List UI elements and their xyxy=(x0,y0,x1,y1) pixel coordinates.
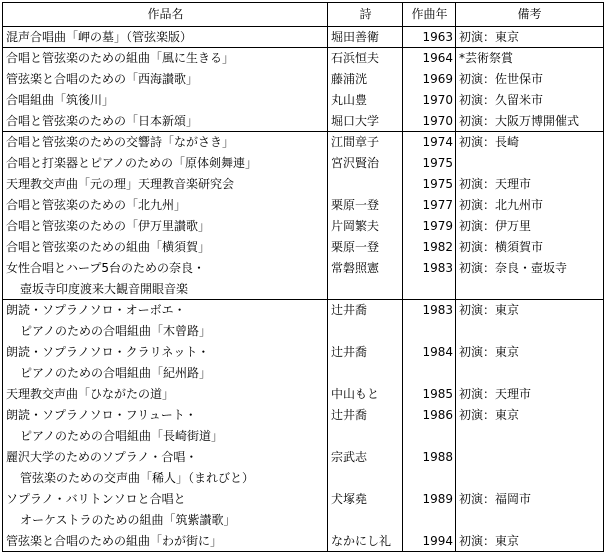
table-row xyxy=(3,531,603,552)
work-title xyxy=(6,447,326,489)
poet: 犬塚堯 xyxy=(331,492,368,506)
composition-year: 1969 xyxy=(422,72,453,86)
work-title xyxy=(6,384,326,405)
table-row xyxy=(3,405,603,447)
composition-year: 1975 xyxy=(422,156,453,170)
work-title-line: 管弦楽と合唱のための組曲「わが街に」 xyxy=(6,534,223,548)
composition-year: 1970 xyxy=(422,114,453,128)
work-title-line: 管弦楽と合唱のための「西海讃歌」 xyxy=(6,72,199,86)
poet: 宮沢賢治 xyxy=(331,156,380,170)
work-title xyxy=(6,48,326,69)
composition-year: 1982 xyxy=(422,240,453,254)
table-row xyxy=(3,300,603,342)
table-row xyxy=(3,342,603,384)
note: 初演：天理市 xyxy=(459,177,532,191)
note: 初演：福岡市 xyxy=(459,492,532,506)
table-row xyxy=(3,447,603,489)
work-title-line: ピアノのための合唱組曲「紀州路」 xyxy=(20,366,212,380)
table-row xyxy=(3,48,603,69)
composition-year: 1974 xyxy=(422,135,453,149)
note: 初演：東京 xyxy=(459,30,520,44)
work-title-line: 混声合唱曲「岬の墓」（管弦楽版） xyxy=(6,30,193,44)
note xyxy=(459,447,602,468)
work-title-line: 壺坂寺印度渡来大観音開眼音楽 xyxy=(20,282,189,296)
header-year: 作曲年 xyxy=(411,7,448,21)
work-title-line: オーケストラのための組曲「筑紫讃歌」 xyxy=(20,513,236,527)
work-title xyxy=(6,132,326,153)
note: 初演：東京 xyxy=(459,303,520,317)
composition-year: 1983 xyxy=(422,261,453,275)
table-row xyxy=(3,384,603,405)
work-title xyxy=(6,216,326,237)
note: 初演：東京 xyxy=(459,408,520,422)
works-table xyxy=(2,2,604,552)
composition-year: 1989 xyxy=(422,492,453,506)
note: 初演：天理市 xyxy=(459,387,532,401)
poet: 堀口大学 xyxy=(331,114,380,128)
work-title xyxy=(6,342,326,384)
poet: 宗武志 xyxy=(331,450,368,464)
composition-year: 1983 xyxy=(422,303,453,317)
table-row xyxy=(3,237,603,258)
work-title xyxy=(6,111,326,132)
work-title-line: 管弦楽のための交声曲「稀人」（まれびと） xyxy=(20,471,255,485)
header-note: 備考 xyxy=(517,7,542,21)
table-body xyxy=(3,27,603,551)
work-title-line: 合唱と打楽器とピアノのための「原体剣舞連」 xyxy=(6,156,258,170)
note xyxy=(459,153,602,174)
work-title xyxy=(6,258,326,300)
composition-year: 1964 xyxy=(422,51,453,65)
poet: 片岡繁夫 xyxy=(331,219,380,233)
table-row xyxy=(3,153,603,174)
work-title-line: 天理教交声曲「元の理」天理教音楽研究会 xyxy=(6,177,235,191)
work-title xyxy=(6,174,326,195)
note: 初演：北九州市 xyxy=(459,198,544,212)
header-poem: 詩 xyxy=(359,7,372,21)
composition-year: 1970 xyxy=(422,93,453,107)
poet xyxy=(331,174,402,195)
work-title xyxy=(6,489,326,531)
work-title xyxy=(6,237,326,258)
work-title xyxy=(6,153,326,174)
work-title-line: 合唱と管弦楽のための交響詩「ながさき」 xyxy=(6,135,235,149)
note: 初演：横須賀市 xyxy=(459,240,544,254)
table-row xyxy=(3,489,603,531)
composition-year: 1994 xyxy=(422,534,453,548)
work-title-line: ソプラノ・バリトンソロと合唱と xyxy=(6,492,186,506)
poet: 丸山豊 xyxy=(331,93,368,107)
work-title-line: 朗読・ソプラノソロ・フリュート・ xyxy=(6,408,197,422)
table-row xyxy=(3,132,603,153)
work-title xyxy=(6,405,326,447)
poet: 栗原一登 xyxy=(331,198,380,212)
note: 初演：長崎 xyxy=(459,135,520,149)
composition-year: 1984 xyxy=(422,345,453,359)
note: 初演：大阪万博開催式 xyxy=(459,114,580,128)
note: 初演：東京 xyxy=(459,534,520,548)
table-row xyxy=(3,90,603,111)
composition-year: 1986 xyxy=(422,408,453,422)
work-title-line: ピアノのための合唱組曲「長崎街道」 xyxy=(20,429,224,443)
work-title-line: ピアノのための合唱組曲「木曾路」 xyxy=(20,324,212,338)
table-row xyxy=(3,195,603,216)
composition-year: 1979 xyxy=(422,219,453,233)
note: 初演：佐世保市 xyxy=(459,72,544,86)
poet: 常磐照憲 xyxy=(331,261,380,275)
table-row xyxy=(3,174,603,195)
composition-year: 1988 xyxy=(422,450,453,464)
work-title-line: 合唱組曲「筑後川」 xyxy=(6,93,115,107)
note: 初演：東京 xyxy=(459,345,520,359)
poet: 藤浦洸 xyxy=(331,72,368,86)
work-title-line: 合唱と管弦楽のための組曲「横須賀」 xyxy=(6,240,211,254)
work-title-line: 女性合唱とハープ5台のための奈良・ xyxy=(6,261,206,275)
work-title-line: 麗沢大学のためのソプラノ・合唱・ xyxy=(6,450,198,464)
column-divider xyxy=(327,3,328,551)
composition-year: 1963 xyxy=(422,30,453,44)
note: 初演：伊万里 xyxy=(459,219,532,233)
poet: 江間章子 xyxy=(331,135,380,149)
note: *芸術祭賞 xyxy=(459,51,514,65)
poet: 辻井喬 xyxy=(331,408,368,422)
work-title-line: 朗読・ソプラノソロ・オーボエ・ xyxy=(6,303,186,317)
work-title-line: 合唱と管弦楽のための「伊万里讃歌」 xyxy=(6,219,211,233)
poet: 辻井喬 xyxy=(331,303,368,317)
work-title-line: 朗読・ソプラノソロ・クラリネット・ xyxy=(6,345,210,359)
work-title-line: 天理教交声曲「ひながたの道」 xyxy=(6,387,175,401)
note: 初演：奈良・壺坂寺 xyxy=(459,261,568,275)
work-title xyxy=(6,195,326,216)
work-title-line: 合唱と管弦楽のための組曲「風に生きる」 xyxy=(6,51,235,65)
poet: 辻井喬 xyxy=(331,345,368,359)
table-row xyxy=(3,216,603,237)
work-title xyxy=(6,69,326,90)
poet: 堀田善衛 xyxy=(331,30,380,44)
poet: なかにし礼 xyxy=(331,534,392,548)
poet: 栗原一登 xyxy=(331,240,380,254)
table-header-row xyxy=(3,3,603,27)
work-title xyxy=(6,531,326,552)
work-title-line: 合唱と管弦楽のための「北九州」 xyxy=(6,198,187,212)
work-title xyxy=(6,90,326,111)
table-row xyxy=(3,258,603,300)
work-title xyxy=(6,300,326,342)
column-divider xyxy=(455,3,456,551)
poet: 石浜恒夫 xyxy=(331,51,380,65)
poet: 中山もと xyxy=(331,387,380,401)
composition-year: 1985 xyxy=(422,387,453,401)
table-row xyxy=(3,69,603,90)
table-row xyxy=(3,27,603,48)
composition-year: 1977 xyxy=(422,198,453,212)
work-title xyxy=(6,27,326,48)
work-title-line: 合唱と管弦楽のための「日本新頌」 xyxy=(6,114,199,128)
table-row xyxy=(3,111,603,132)
note: 初演：久留米市 xyxy=(459,93,544,107)
column-divider xyxy=(402,3,403,551)
composition-year: 1975 xyxy=(422,177,453,191)
header-title: 作品名 xyxy=(147,7,184,21)
